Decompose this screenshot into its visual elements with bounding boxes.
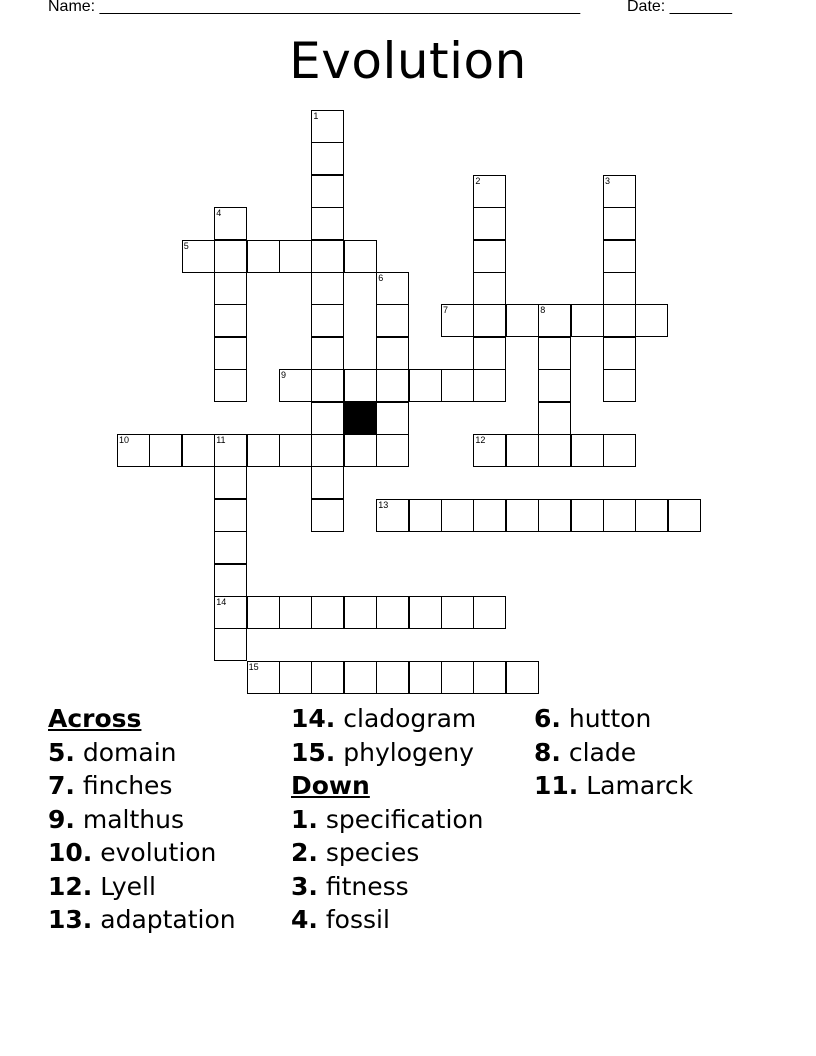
grid-cell[interactable] (506, 499, 539, 532)
clue-across-14 (291, 702, 484, 736)
grid-cell[interactable] (506, 661, 539, 694)
clue-text: cladogram (343, 704, 477, 733)
grid-cell[interactable] (182, 240, 215, 273)
grid-cell[interactable] (473, 499, 506, 532)
grid-cell[interactable] (247, 596, 280, 629)
grid-cell[interactable] (214, 531, 247, 564)
grid-cell[interactable] (344, 240, 377, 273)
clue-text: Lyell (100, 871, 156, 901)
clue-number-label: 5 (183, 240, 189, 251)
clue-down-1 (291, 803, 484, 837)
clue-column-2 (291, 702, 484, 937)
clue-across-7 (48, 769, 236, 803)
grid-cell[interactable] (571, 499, 604, 532)
grid-cell[interactable] (603, 369, 636, 402)
grid-cell[interactable] (344, 369, 377, 402)
clue-number: 4. (291, 905, 318, 934)
grid-cell[interactable] (311, 596, 344, 629)
grid-cell[interactable] (441, 596, 474, 629)
clue-number: 1. (291, 804, 318, 834)
grid-cell[interactable] (344, 434, 377, 467)
grid-cell[interactable] (279, 661, 312, 694)
clue-down-11 (534, 769, 693, 803)
grid-cell[interactable] (311, 304, 344, 337)
clue-number-label: 10 (119, 435, 130, 445)
clue-number: 10. (48, 838, 93, 867)
grid-cell[interactable] (311, 110, 344, 143)
clue-across-5 (48, 736, 236, 770)
grid-cell[interactable] (182, 434, 215, 467)
grid-cell[interactable] (214, 564, 247, 597)
clue-number-label: 3 (605, 175, 611, 186)
grid-cell[interactable] (473, 596, 506, 629)
grid-cell[interactable] (311, 402, 344, 435)
grid-cell[interactable] (603, 499, 636, 532)
grid-cell[interactable] (409, 499, 442, 532)
grid-cell[interactable] (603, 175, 636, 208)
grid-cell[interactable] (279, 434, 312, 467)
grid-cell[interactable] (571, 304, 604, 337)
clue-down-3 (291, 870, 484, 904)
grid-cell[interactable] (214, 628, 247, 661)
grid-cell[interactable] (409, 661, 442, 694)
grid-cell[interactable] (441, 304, 474, 337)
grid-cell[interactable] (117, 434, 150, 467)
grid-cell[interactable] (473, 661, 506, 694)
clue-number-label: 7 (443, 305, 449, 316)
clue-number-label: 12 (475, 435, 486, 445)
clue-number: 9. (48, 804, 75, 834)
grid-cell[interactable] (441, 661, 474, 694)
grid-cell[interactable] (376, 272, 409, 305)
grid-cell[interactable] (473, 272, 506, 305)
grid-cell[interactable] (311, 337, 344, 370)
grid-cell[interactable] (635, 304, 668, 337)
clue-across-12 (48, 870, 236, 904)
grid-cell[interactable] (668, 499, 701, 532)
grid-cell[interactable] (473, 337, 506, 370)
grid-cell[interactable] (279, 240, 312, 273)
clue-across-13 (48, 903, 236, 937)
grid-cell[interactable] (441, 369, 474, 402)
grid-cell[interactable] (376, 499, 409, 532)
grid-cell[interactable] (247, 661, 280, 694)
grid-cell[interactable] (214, 207, 247, 240)
grid-cell[interactable] (635, 499, 668, 532)
grid-cell[interactable] (311, 499, 344, 532)
clue-number: 14. (291, 704, 336, 733)
grid-cell[interactable] (376, 304, 409, 337)
clue-number-label: 4 (216, 208, 222, 219)
grid-cell[interactable] (506, 304, 539, 337)
grid-cell[interactable] (311, 661, 344, 694)
grid-cell[interactable] (214, 337, 247, 370)
grid-cell[interactable] (214, 304, 247, 337)
grid-cell[interactable] (311, 272, 344, 305)
grid-cell[interactable] (441, 499, 474, 532)
grid-cell[interactable] (344, 596, 377, 629)
grid-cell[interactable] (473, 240, 506, 273)
grid-cell[interactable] (344, 661, 377, 694)
grid-cell[interactable] (311, 466, 344, 499)
grid-cell[interactable] (247, 240, 280, 273)
grid-cell[interactable] (214, 499, 247, 532)
name-field[interactable]: Name: ______________________________________________________ (48, 0, 581, 15)
grid-cell[interactable] (311, 207, 344, 240)
grid-cell[interactable] (409, 369, 442, 402)
clue-text: clade (568, 737, 637, 767)
grid-cell[interactable] (603, 240, 636, 273)
grid-cell[interactable] (214, 466, 247, 499)
grid-cell[interactable] (538, 402, 571, 435)
clue-text: hutton (568, 704, 652, 733)
grid-cell[interactable] (473, 304, 506, 337)
grid-cell[interactable] (279, 596, 312, 629)
clue-text: evolution (100, 838, 217, 867)
grid-cell[interactable] (603, 434, 636, 467)
grid-cell[interactable] (409, 596, 442, 629)
clue-number: 7. (48, 771, 75, 800)
grid-cell[interactable] (279, 369, 312, 402)
grid-cell[interactable] (603, 272, 636, 305)
clue-text: Lamarck (586, 771, 694, 800)
clue-across-15 (291, 736, 484, 770)
grid-cell[interactable] (311, 175, 344, 208)
grid-cell[interactable] (214, 434, 247, 467)
grid-cell[interactable] (149, 434, 182, 467)
clue-number: 13. (48, 905, 93, 934)
grid-cell[interactable] (214, 596, 247, 629)
clue-text: species (325, 838, 420, 867)
clue-number: 6. (534, 704, 561, 733)
grid-cell[interactable] (247, 434, 280, 467)
grid-cell[interactable] (473, 434, 506, 467)
clue-text: finches (82, 771, 173, 800)
page-title: Evolution (289, 32, 527, 90)
clue-column-1 (48, 702, 236, 937)
black-cell (344, 402, 377, 435)
clue-number-label: 8 (540, 305, 546, 316)
grid-cell[interactable] (376, 596, 409, 629)
clue-text: specification (325, 804, 484, 834)
clue-number: 5. (48, 737, 75, 767)
grid-cell[interactable] (603, 304, 636, 337)
across-heading: Across (48, 704, 142, 733)
clue-number: 3. (291, 871, 318, 901)
clue-text: fossil (325, 905, 390, 934)
grid-cell[interactable] (214, 369, 247, 402)
clue-across-10 (48, 836, 236, 870)
grid-cell[interactable] (311, 240, 344, 273)
clue-number: 2. (291, 838, 318, 867)
clue-down-8 (534, 736, 693, 770)
grid-cell[interactable] (538, 304, 571, 337)
grid-cell[interactable] (311, 369, 344, 402)
clue-across-9 (48, 803, 236, 837)
grid-cell[interactable] (538, 369, 571, 402)
grid-cell[interactable] (376, 661, 409, 694)
grid-cell[interactable] (538, 499, 571, 532)
clue-number-label: 9 (281, 370, 287, 381)
grid-cell[interactable] (603, 207, 636, 240)
clue-down-4 (291, 903, 484, 937)
grid-cell[interactable] (376, 369, 409, 402)
grid-cell[interactable] (473, 369, 506, 402)
clue-column-3 (534, 702, 693, 803)
grid-cell[interactable] (571, 434, 604, 467)
clue-text: domain (82, 737, 177, 767)
clue-number-label: 1 (313, 111, 319, 121)
grid-cell[interactable] (603, 337, 636, 370)
clue-number: 11. (534, 771, 579, 800)
grid-cell[interactable] (538, 337, 571, 370)
grid-cell[interactable] (506, 434, 539, 467)
grid-cell[interactable] (214, 272, 247, 305)
clue-text: malthus (82, 804, 184, 834)
clue-number: 15. (291, 737, 336, 767)
clue-number: 8. (534, 737, 561, 767)
clue-number: 12. (48, 871, 93, 901)
clue-text: fitness (325, 871, 409, 901)
grid-cell[interactable] (376, 337, 409, 370)
grid-cell[interactable] (376, 434, 409, 467)
clue-number-label: 11 (216, 435, 226, 445)
clue-number-label: 2 (475, 175, 481, 186)
clue-down-2 (291, 836, 484, 870)
down-heading: Down (291, 771, 370, 800)
grid-cell[interactable] (473, 207, 506, 240)
clue-number-label: 6 (378, 273, 384, 283)
clue-number-label: 14 (216, 597, 227, 607)
date-field[interactable]: Date: _______ (627, 0, 732, 15)
grid-cell[interactable] (473, 175, 506, 208)
clue-number-label: 15 (248, 661, 259, 672)
clue-text: adaptation (100, 905, 236, 934)
clue-text: phylogeny (343, 737, 474, 767)
grid-cell[interactable] (311, 142, 344, 175)
grid-cell[interactable] (376, 402, 409, 435)
clue-down-6 (534, 702, 693, 736)
grid-cell[interactable] (311, 434, 344, 467)
grid-cell[interactable] (538, 434, 571, 467)
clue-number-label: 13 (378, 499, 389, 510)
grid-cell[interactable] (214, 240, 247, 273)
